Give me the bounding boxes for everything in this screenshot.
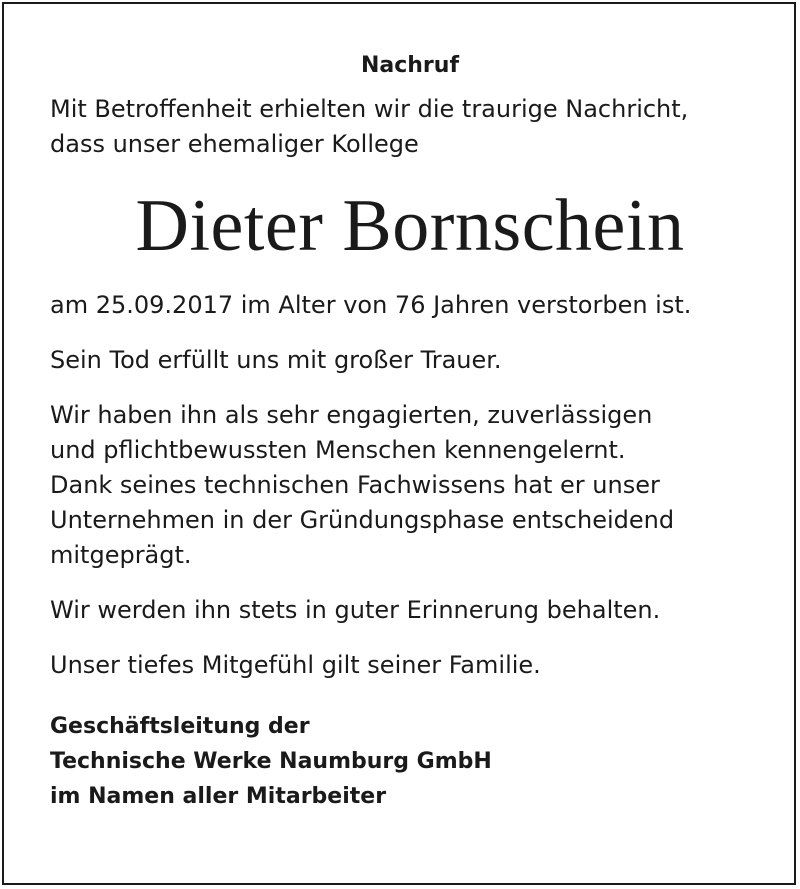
obituary-content <box>50 44 770 814</box>
tribute-paragraph <box>50 398 770 573</box>
death-date-paragraph <box>50 288 770 323</box>
memory-paragraph <box>50 593 770 628</box>
signature-line: Technische Werke Naumburg GmbH <box>50 749 492 774</box>
sympathy-paragraph <box>50 648 770 683</box>
intro-paragraph <box>50 92 770 162</box>
signature-block <box>50 709 770 814</box>
obituary-frame <box>2 2 796 885</box>
intro-line: Mit Betroffenheit erhielten wir die traurige Nachricht, <box>50 95 689 123</box>
sympathy-line: Unser tiefes Mitgefühl gilt seiner Familie. <box>50 651 541 679</box>
obituary-heading: Nachruf <box>360 53 460 78</box>
sorrow-paragraph <box>50 343 770 378</box>
tribute-line: und pflichtbewussten Menschen kennengelernt. <box>50 436 626 464</box>
sorrow-line: Sein Tod erfüllt uns mit großer Trauer. <box>50 346 502 374</box>
death-line: am 25.09.2017 im Alter von 76 Jahren verstorben ist. <box>50 291 692 319</box>
signature-line: Geschäftsleitung der <box>50 714 310 739</box>
signature-line: im Namen aller Mitarbeiter <box>50 784 387 809</box>
tribute-line: Unternehmen in der Gründungsphase entscheidend <box>50 506 675 534</box>
tribute-line: Wir haben ihn als sehr engagierten, zuverlässigen <box>50 401 653 429</box>
tribute-line: mitgeprägt. <box>50 541 192 569</box>
memory-line: Wir werden ihn stets in guter Erinnerung behalten. <box>50 596 661 624</box>
tribute-line: Dank seines technischen Fachwissens hat er unser <box>50 471 660 499</box>
intro-line: dass unser ehemaliger Kollege <box>50 130 419 158</box>
deceased-name: Dieter Bornschein <box>135 185 685 267</box>
